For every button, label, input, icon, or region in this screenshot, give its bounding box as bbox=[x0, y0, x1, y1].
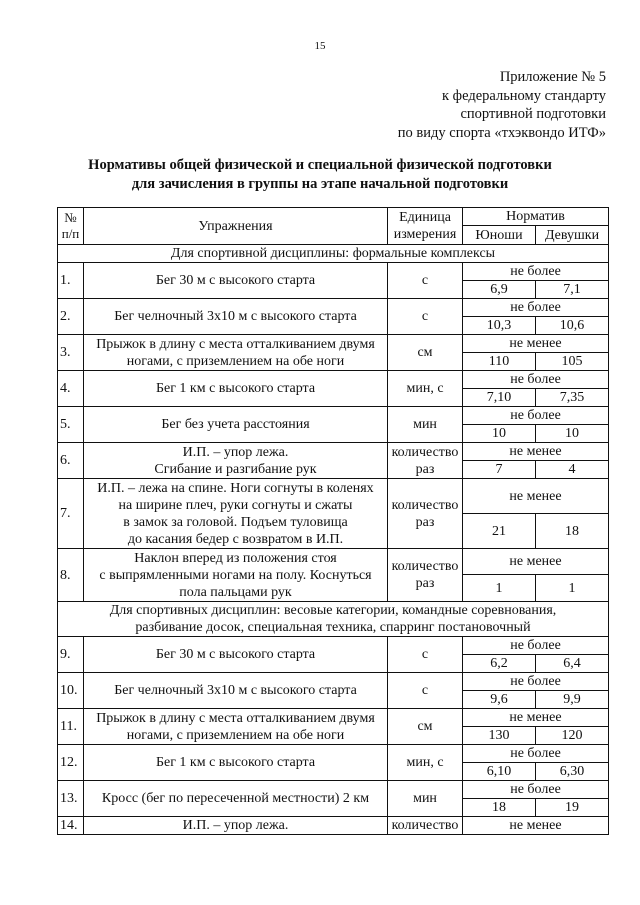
section-title-line: Для спортивных дисциплин: весовые категории, командные соревнования, bbox=[109, 603, 557, 618]
row-number: 13. bbox=[58, 781, 84, 817]
unit-line: мин bbox=[413, 417, 437, 432]
exercise-line: ногами, с приземлением на обе ноги bbox=[126, 727, 345, 743]
row-exercise: И.П. – упор лежа. bbox=[84, 817, 388, 835]
table-row bbox=[58, 637, 609, 655]
table-row bbox=[58, 549, 609, 575]
row-girls-value: 10 bbox=[536, 425, 609, 443]
exercise-line: пола пальцами рук bbox=[179, 584, 292, 600]
appendix-line: по виду спорта «тхэквондо ИТФ» bbox=[397, 124, 606, 141]
row-number: 8. bbox=[58, 549, 84, 602]
section-title-line: разбивание досок, специальная техника, спарринг постановочный bbox=[135, 620, 531, 635]
row-qualifier: не менее bbox=[463, 817, 609, 835]
row-unit bbox=[388, 637, 463, 673]
header-exercise: Упражнения bbox=[84, 208, 388, 245]
row-exercise bbox=[84, 781, 388, 817]
row-number: 9. bbox=[58, 637, 84, 673]
appendix-line: спортивной подготовки bbox=[460, 106, 606, 122]
row-boys-value: 18 bbox=[463, 799, 536, 817]
row-qualifier: не более bbox=[463, 781, 609, 799]
row-number: 7. bbox=[58, 479, 84, 549]
row-exercise bbox=[84, 637, 388, 673]
row-number: 12. bbox=[58, 745, 84, 781]
row-qualifier: не более bbox=[463, 673, 609, 691]
unit-line: с bbox=[421, 309, 429, 324]
row-girls-value: 120 bbox=[536, 727, 609, 745]
exercise-line: Сгибание и разгибание рук bbox=[154, 461, 317, 477]
unit-line: количество bbox=[391, 559, 459, 574]
header-girls: Девушки bbox=[536, 226, 609, 245]
row-girls-value: 4 bbox=[536, 461, 609, 479]
unit-line: мин bbox=[413, 791, 437, 806]
row-girls-value: 105 bbox=[536, 353, 609, 371]
appendix-line: Приложение № 5 bbox=[499, 69, 606, 85]
row-number: 5. bbox=[58, 407, 84, 443]
section-row bbox=[58, 602, 609, 637]
exercise-line: Кросс (бег по пересеченной местности) 2 км bbox=[101, 791, 370, 806]
exercise-line: до касания бедер с возвратом в И.П. bbox=[127, 531, 344, 547]
table-row bbox=[58, 817, 609, 835]
exercise-line: И.П. – лежа на спине. Ноги согнуты в коленях bbox=[97, 480, 374, 496]
row-boys-value: 110 bbox=[463, 353, 536, 371]
row-qualifier: не более bbox=[463, 637, 609, 655]
row-girls-value: 19 bbox=[536, 799, 609, 817]
page-number: 15 bbox=[314, 40, 326, 52]
table-row bbox=[58, 745, 609, 763]
row-qualifier: не более bbox=[463, 745, 609, 763]
row-unit bbox=[388, 263, 463, 299]
row-qualifier: не менее bbox=[463, 479, 609, 514]
row-qualifier: не менее bbox=[463, 443, 609, 461]
row-qualifier: не менее bbox=[463, 709, 609, 727]
row-number: 10. bbox=[58, 673, 84, 709]
title-line: Нормативы общей физической и специальной физической подготовки bbox=[88, 157, 552, 173]
row-boys-value: 6,2 bbox=[463, 655, 536, 673]
row-unit: количество bbox=[388, 817, 463, 835]
exercise-line: Бег челночный 3х10 м с высокого старта bbox=[114, 309, 357, 324]
row-girls-value: 1 bbox=[536, 575, 609, 602]
row-number: 4. bbox=[58, 371, 84, 407]
row-qualifier: не более bbox=[463, 263, 609, 281]
section-title-1: Для спортивной дисциплины: формальные комплексы bbox=[58, 245, 609, 263]
unit-line: мин, с bbox=[406, 755, 444, 770]
row-number: 3. bbox=[58, 335, 84, 371]
row-exercise bbox=[84, 407, 388, 443]
unit-line: раз bbox=[415, 576, 435, 591]
row-exercise bbox=[84, 479, 388, 549]
row-boys-value: 6,10 bbox=[463, 763, 536, 781]
unit-line: раз bbox=[415, 461, 435, 477]
table-row bbox=[58, 479, 609, 514]
table-row bbox=[58, 709, 609, 727]
row-exercise bbox=[84, 745, 388, 781]
row-boys-value: 6,9 bbox=[463, 281, 536, 299]
row-unit bbox=[388, 745, 463, 781]
header-unit-line1: Единица bbox=[399, 210, 451, 225]
header-number-line1: № bbox=[64, 210, 77, 225]
unit-line: с bbox=[421, 683, 429, 698]
unit-line: см bbox=[417, 345, 433, 360]
row-exercise bbox=[84, 549, 388, 602]
exercise-line: Наклон вперед из положения стоя bbox=[134, 550, 337, 566]
table-row bbox=[58, 781, 609, 799]
section-row bbox=[58, 245, 609, 263]
exercise-line: И.П. – упор лежа. bbox=[182, 444, 289, 460]
row-exercise bbox=[84, 299, 388, 335]
header-boys: Юноши bbox=[463, 226, 536, 245]
header-norm: Норматив bbox=[463, 208, 609, 226]
row-number: 6. bbox=[58, 443, 84, 479]
exercise-line: на ширине плеч, руки согнуты и сжаты bbox=[118, 497, 353, 513]
row-number: 2. bbox=[58, 299, 84, 335]
unit-line: мин, с bbox=[406, 381, 444, 396]
row-unit bbox=[388, 479, 463, 549]
row-girls-value: 7,1 bbox=[536, 281, 609, 299]
row-boys-value: 21 bbox=[463, 514, 536, 549]
row-unit bbox=[388, 673, 463, 709]
exercise-line: Бег 1 км с высокого старта bbox=[155, 381, 316, 396]
row-unit bbox=[388, 335, 463, 371]
row-girls-value: 9,9 bbox=[536, 691, 609, 709]
row-unit bbox=[388, 781, 463, 817]
row-girls-value: 6,4 bbox=[536, 655, 609, 673]
appendix-line: к федеральному стандарту bbox=[442, 87, 606, 104]
row-qualifier: не более bbox=[463, 299, 609, 317]
header-number bbox=[58, 208, 84, 245]
header-row bbox=[58, 208, 609, 226]
appendix-header bbox=[398, 68, 606, 142]
row-qualifier: не более bbox=[463, 371, 609, 389]
exercise-line: Бег без учета расстояния bbox=[161, 417, 310, 432]
unit-line: количество bbox=[391, 444, 459, 460]
norms-table-body bbox=[58, 208, 609, 835]
unit-line: см bbox=[417, 719, 433, 734]
document-title bbox=[0, 156, 640, 193]
row-boys-value: 7,10 bbox=[463, 389, 536, 407]
row-unit bbox=[388, 549, 463, 602]
row-boys-value: 10 bbox=[463, 425, 536, 443]
exercise-line: в замок за головой. Подъем туловища bbox=[123, 514, 348, 530]
row-boys-value: 7 bbox=[463, 461, 536, 479]
unit-line: с bbox=[421, 647, 429, 662]
exercise-line: Прыжок в длину с места отталкиванием двумя bbox=[96, 710, 375, 726]
row-boys-value: 1 bbox=[463, 575, 536, 602]
table-row bbox=[58, 335, 609, 353]
row-girls-value: 18 bbox=[536, 514, 609, 549]
row-exercise bbox=[84, 371, 388, 407]
table-row bbox=[58, 407, 609, 425]
row-qualifier: не менее bbox=[463, 335, 609, 353]
row-number: 1. bbox=[58, 263, 84, 299]
unit-line: количество bbox=[391, 497, 459, 513]
row-qualifier: не более bbox=[463, 407, 609, 425]
unit-line: с bbox=[421, 273, 429, 288]
row-exercise bbox=[84, 673, 388, 709]
row-unit bbox=[388, 407, 463, 443]
row-exercise bbox=[84, 335, 388, 371]
table-row bbox=[58, 371, 609, 389]
row-unit bbox=[388, 371, 463, 407]
row-girls-value: 6,30 bbox=[536, 763, 609, 781]
exercise-line: Прыжок в длину с места отталкиванием двумя bbox=[96, 336, 375, 352]
norms-table bbox=[57, 207, 609, 835]
row-number: 11. bbox=[58, 709, 84, 745]
table-row bbox=[58, 443, 609, 461]
header-unit-line2: измерения bbox=[393, 227, 457, 242]
table-row bbox=[58, 263, 609, 281]
table-row bbox=[58, 673, 609, 691]
exercise-line: Бег 30 м с высокого старта bbox=[155, 647, 316, 662]
row-qualifier: не менее bbox=[463, 549, 609, 575]
header-unit bbox=[388, 208, 463, 245]
header-number-line2: п/п bbox=[61, 226, 80, 241]
section-title-2 bbox=[58, 602, 609, 637]
exercise-line: ногами, с приземлением на обе ноги bbox=[126, 353, 345, 369]
exercise-line: с выпрямленными ногами на полу. Коснуться bbox=[99, 567, 372, 583]
table-row bbox=[58, 299, 609, 317]
row-unit bbox=[388, 443, 463, 479]
row-unit bbox=[388, 299, 463, 335]
row-boys-value: 9,6 bbox=[463, 691, 536, 709]
row-number: 14. bbox=[58, 817, 84, 835]
exercise-line: Бег 1 км с высокого старта bbox=[155, 755, 316, 770]
row-girls-value: 7,35 bbox=[536, 389, 609, 407]
row-exercise bbox=[84, 443, 388, 479]
row-exercise bbox=[84, 709, 388, 745]
title-line: для зачисления в группы на этапе начальной подготовки bbox=[131, 175, 509, 192]
row-boys-value: 10,3 bbox=[463, 317, 536, 335]
exercise-line: Бег 30 м с высокого старта bbox=[155, 273, 316, 288]
row-girls-value: 10,6 bbox=[536, 317, 609, 335]
row-unit bbox=[388, 709, 463, 745]
row-exercise bbox=[84, 263, 388, 299]
row-boys-value: 130 bbox=[463, 727, 536, 745]
exercise-line: Бег челночный 3х10 м с высокого старта bbox=[114, 683, 357, 698]
unit-line: раз bbox=[415, 514, 435, 530]
